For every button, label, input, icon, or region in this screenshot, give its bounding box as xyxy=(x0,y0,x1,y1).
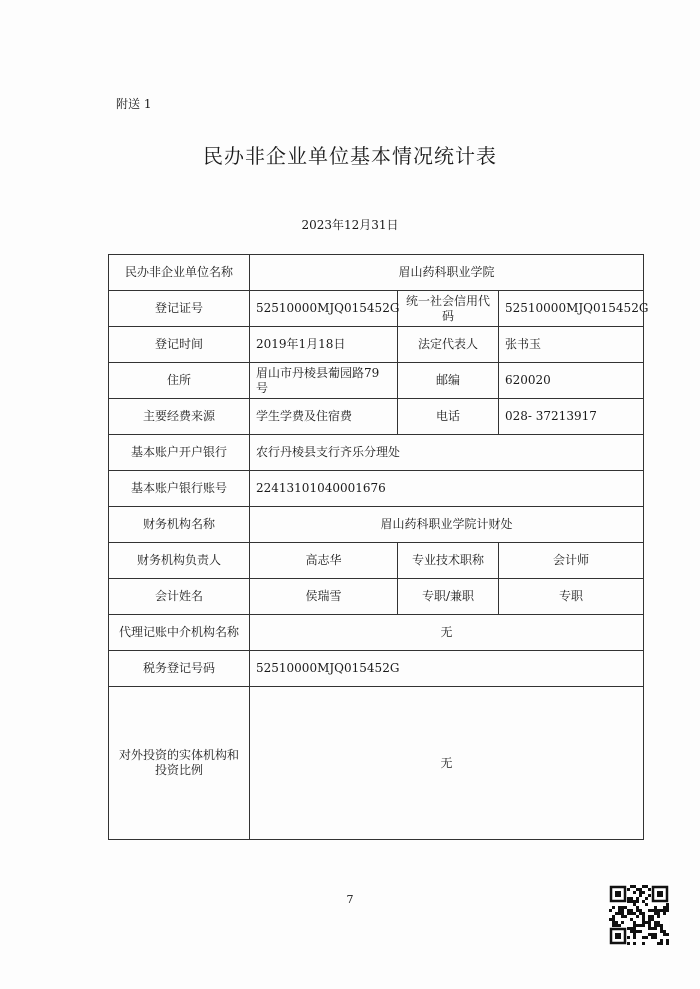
address-label: 住所 xyxy=(109,363,250,399)
unit-name-label: 民办非企业单位名称 xyxy=(109,255,250,291)
table-row xyxy=(109,363,644,399)
finance-org-label: 财务机构名称 xyxy=(109,507,250,543)
fulltime-label: 专职/兼职 xyxy=(398,579,499,615)
finance-head-value: 高志华 xyxy=(250,543,398,579)
agency-label: 代理记账中介机构名称 xyxy=(109,615,250,651)
reg-time-value: 2019年1月18日 xyxy=(250,327,398,363)
agency-value: 无 xyxy=(250,615,644,651)
reg-no-value: 52510000MJQ015452G xyxy=(250,291,398,327)
table-row xyxy=(109,579,644,615)
table-row xyxy=(109,543,644,579)
statistics-table xyxy=(108,254,649,840)
postcode-value: 620020 xyxy=(499,363,644,399)
table-row xyxy=(109,507,644,543)
page-number: 7 xyxy=(346,893,354,906)
tax-label: 税务登记号码 xyxy=(109,651,250,687)
accountant-label: 会计姓名 xyxy=(109,579,250,615)
reg-no-label: 登记证号 xyxy=(109,291,250,327)
title-value: 会计师 xyxy=(499,543,644,579)
tax-value: 52510000MJQ015452G xyxy=(250,651,644,687)
phone-label: 电话 xyxy=(398,399,499,435)
qr-code-icon xyxy=(609,885,669,945)
fulltime-value: 专职 xyxy=(499,579,644,615)
account-value: 22413101040001676 xyxy=(250,471,644,507)
account-label: 基本账户银行账号 xyxy=(109,471,250,507)
funding-value: 学生学费及住宿费 xyxy=(250,399,398,435)
bank-value: 农行丹棱县支行齐乐分理处 xyxy=(250,435,644,471)
unit-name-value: 眉山药科职业学院 xyxy=(250,255,644,291)
table-row xyxy=(109,615,644,651)
table-row xyxy=(109,651,644,687)
page-title: 民办非企业单位基本情况统计表 xyxy=(203,144,497,168)
finance-org-value: 眉山药科职业学院计财处 xyxy=(250,507,644,543)
table-row xyxy=(109,327,644,363)
credit-code-label: 统一社会信用代码 xyxy=(398,291,499,327)
table-row xyxy=(109,471,644,507)
table-row xyxy=(109,255,644,291)
investment-label: 对外投资的实体机构和投资比例 xyxy=(109,687,250,840)
table-row xyxy=(109,399,644,435)
accountant-value: 侯瑞雪 xyxy=(250,579,398,615)
investment-value: 无 xyxy=(250,687,644,840)
phone-value: 028- 37213917 xyxy=(499,399,644,435)
funding-label: 主要经费来源 xyxy=(109,399,250,435)
legal-rep-value: 张书玉 xyxy=(499,327,644,363)
address-value: 眉山市丹棱县葡园路79号 xyxy=(250,363,398,399)
attachment-label: 附送 1 xyxy=(116,97,152,111)
bank-label: 基本账户开户银行 xyxy=(109,435,250,471)
table-row xyxy=(109,687,644,840)
report-date: 2023年12月31日 xyxy=(301,218,399,232)
legal-rep-label: 法定代表人 xyxy=(398,327,499,363)
finance-head-label: 财务机构负责人 xyxy=(109,543,250,579)
postcode-label: 邮编 xyxy=(398,363,499,399)
table-row xyxy=(109,291,644,327)
table-row xyxy=(109,435,644,471)
credit-code-value: 52510000MJQ015452G xyxy=(499,291,644,327)
reg-time-label: 登记时间 xyxy=(109,327,250,363)
title-label: 专业技术职称 xyxy=(398,543,499,579)
